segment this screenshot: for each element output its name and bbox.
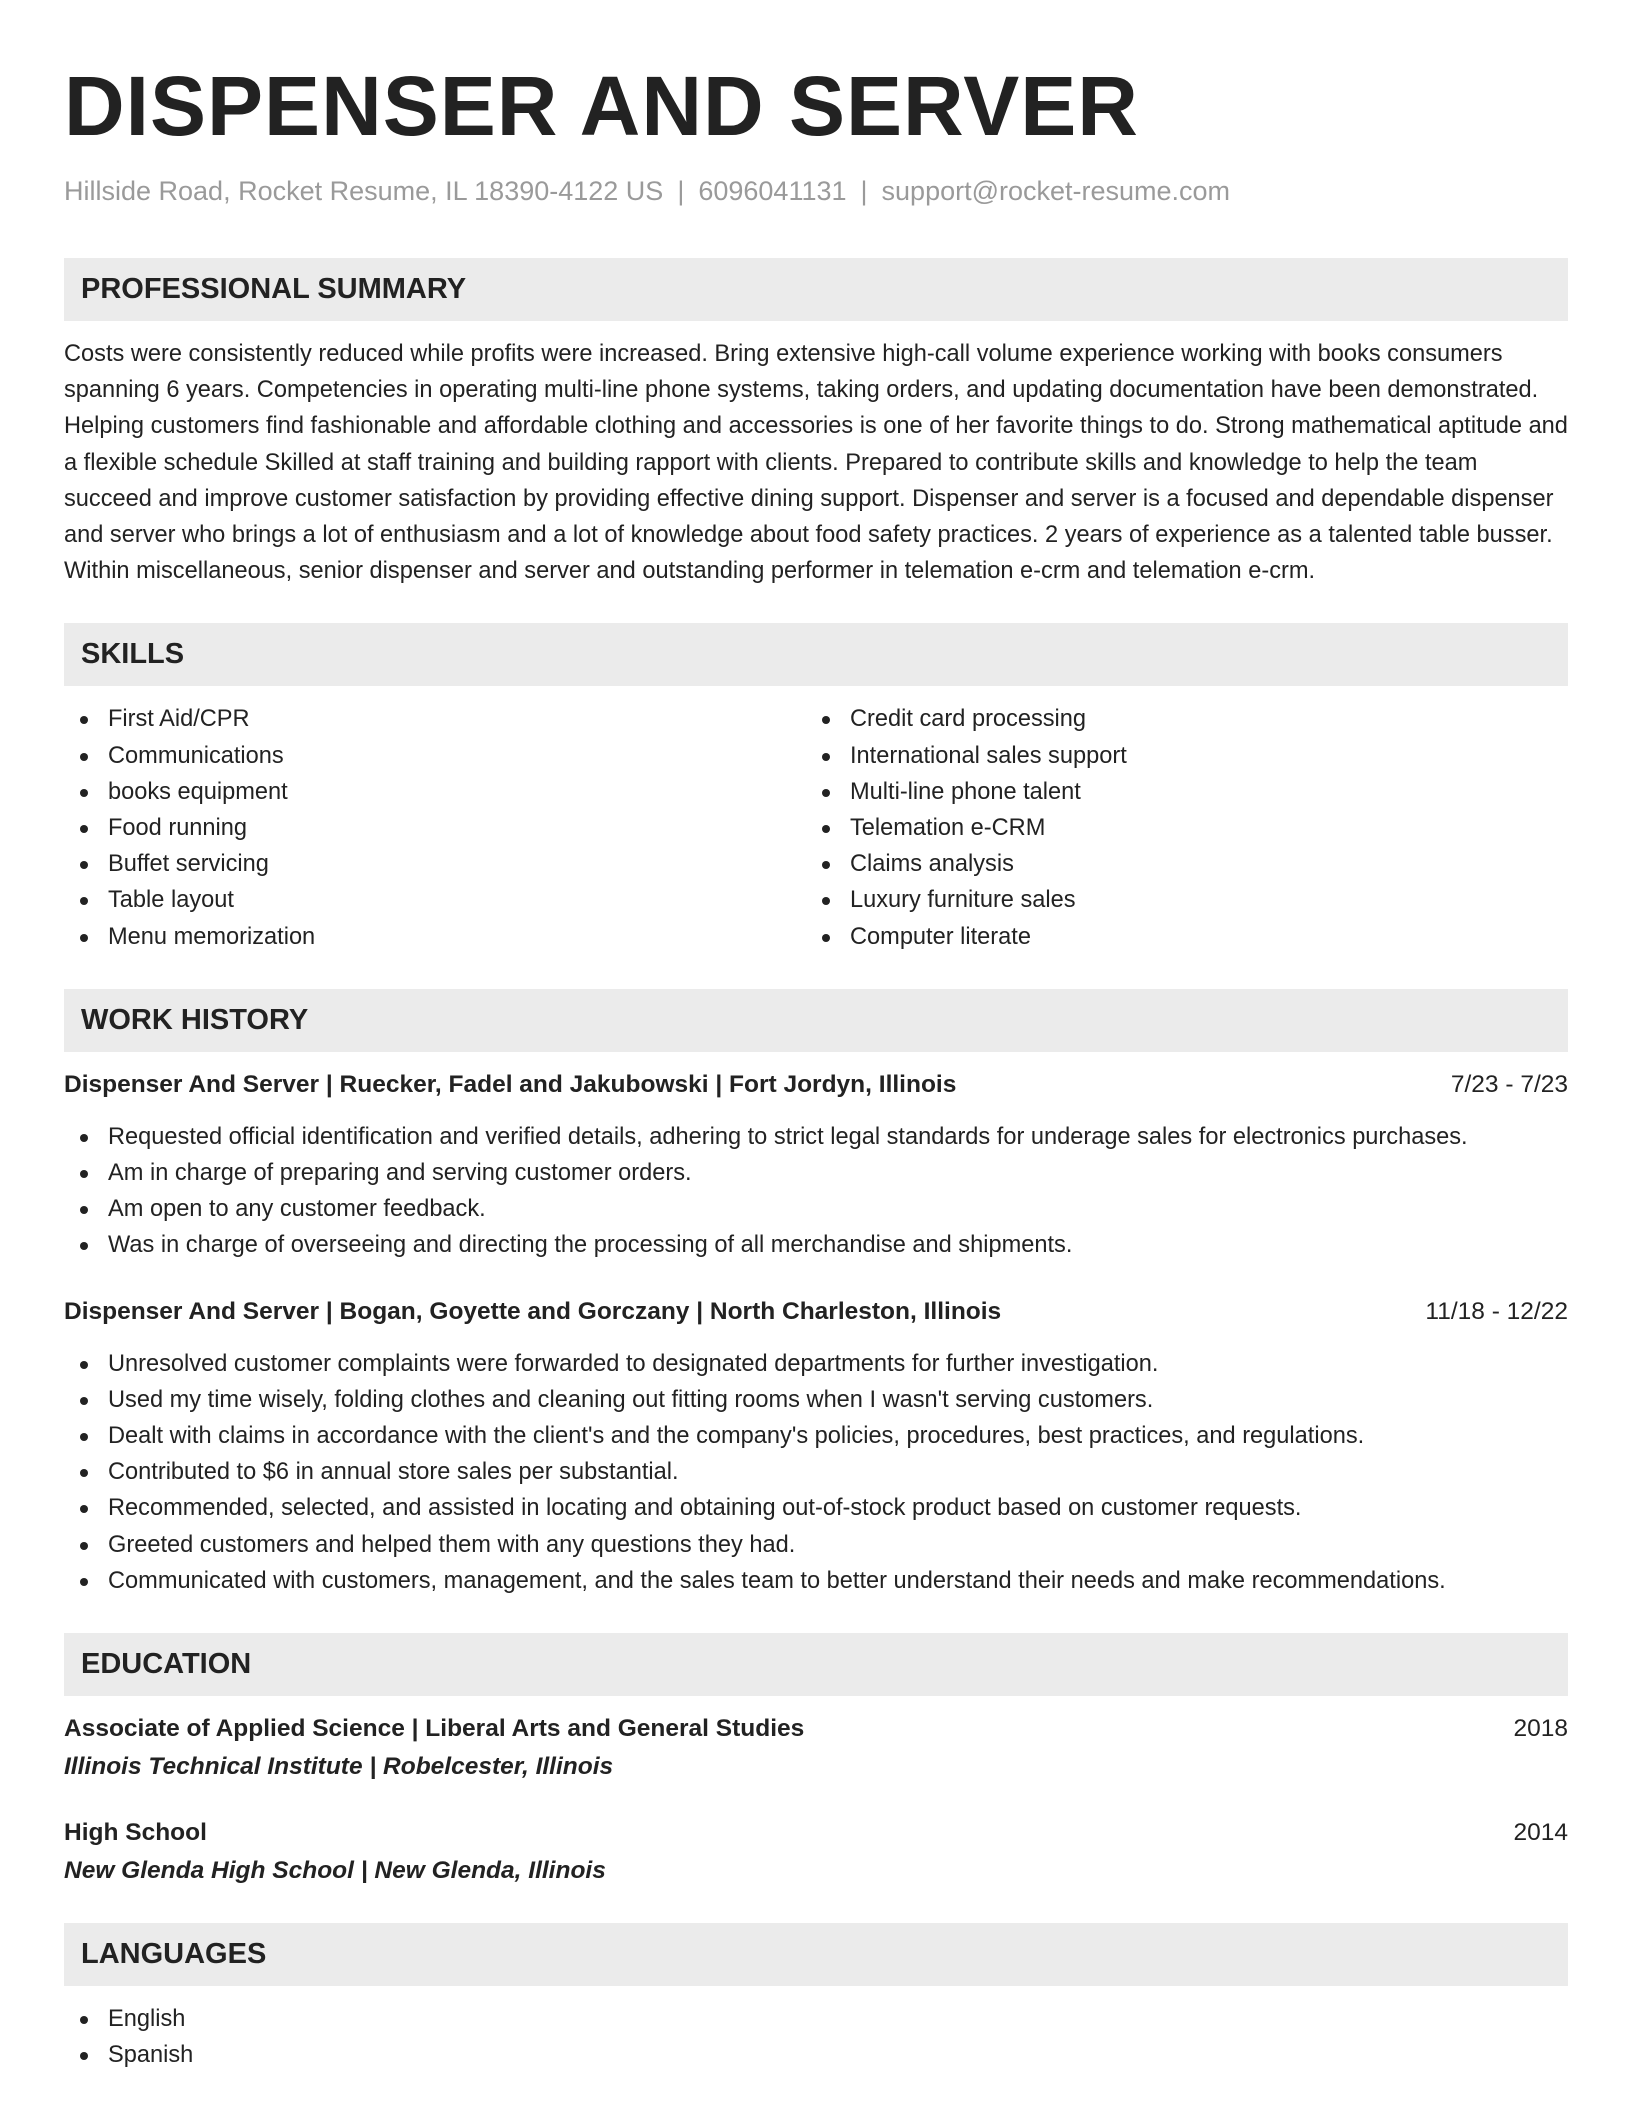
job-header xyxy=(64,1067,1568,1103)
job-title: Dispenser And Server | Bogan, Goyette and Gorczany | North Charleston, Illinois xyxy=(64,1297,1002,1325)
skill-item: Buffet servicing xyxy=(64,846,806,882)
skill-item: Multi-line phone talent xyxy=(806,774,1548,810)
skill-item: Telemation e-CRM xyxy=(806,810,1548,846)
job-entry xyxy=(64,1294,1568,1599)
education-degree: High School xyxy=(64,1819,207,1847)
education-entry xyxy=(64,1711,1568,1785)
job-bullet: Recommended, selected, and assisted in locating and obtaining out-of-stock product based on customer requests. xyxy=(64,1490,1568,1526)
contact-separator: | xyxy=(677,176,685,206)
education-year: 2018 xyxy=(1513,1715,1568,1743)
job-bullet: Unresolved customer complaints were forwarded to designated departments for further investigation. xyxy=(64,1346,1568,1382)
skill-item: Communications xyxy=(64,738,806,774)
job-bullet: Communicated with customers, management, and the sales team to better understand their needs and make recommendations. xyxy=(64,1563,1568,1599)
education-year: 2014 xyxy=(1513,1819,1568,1847)
education-degree: Associate of Applied Science | Liberal Arts and General Studies xyxy=(64,1715,805,1743)
job-bullet: Used my time wisely, folding clothes and cleaning out fitting rooms when I wasn't serving customers. xyxy=(64,1382,1568,1418)
job-bullets xyxy=(64,1119,1568,1264)
skill-item: International sales support xyxy=(806,738,1548,774)
skill-item: Table layout xyxy=(64,882,806,918)
education-header xyxy=(64,1815,1568,1851)
job-bullet: Greeted customers and helped them with any questions they had. xyxy=(64,1527,1568,1563)
job-title: Dispenser And Server | Ruecker, Fadel and Jakubowski | Fort Jordyn, Illinois xyxy=(64,1070,957,1098)
job-bullet: Am open to any customer feedback. xyxy=(64,1191,1568,1227)
skills-column-right xyxy=(806,701,1548,954)
summary-text: Costs were consistently reduced while profits were increased. Bring extensive high-call volume experience working with books consumers spanning 6 years. Competencies in operating multi-line phone systems, taking orders, and updating documentation have been demonstrated. Helping customers find fashionable and affordable clothing and accessories is one of her favorite things to do. Strong mathematical aptitude and a flexible schedule Skilled at staff training and building rapport with clients. Prepared to contribute skills and knowledge to help the team succeed and improve customer satisfaction by providing effective dining support. Dispenser and server is a focused and dependable dispenser and server who brings a lot of enthusiasm and a lot of knowledge about food safety practices. 2 years of experience as a talented table busser. Within miscellaneous, senior dispenser and server and outstanding performer in telemation e-crm and telemation e-crm. xyxy=(64,341,1568,585)
resume-page xyxy=(64,58,1568,2073)
job-entry xyxy=(64,1067,1568,1264)
job-bullets xyxy=(64,1346,1568,1599)
education-institution: Illinois Technical Institute | Robelcester, Illinois xyxy=(64,1753,614,1781)
language-item: Spanish xyxy=(64,2037,1568,2073)
contact-phone: 6096041131 xyxy=(698,176,847,206)
work-history-heading: WORK HISTORY xyxy=(64,989,1568,1052)
skills-column-left xyxy=(64,701,806,954)
education-header xyxy=(64,1711,1568,1747)
contact-line xyxy=(64,174,1568,208)
skill-item: books equipment xyxy=(64,774,806,810)
job-bullet: Dealt with claims in accordance with the client's and the company's policies, procedures, best practices, and regulations. xyxy=(64,1418,1568,1454)
education-heading: EDUCATION xyxy=(64,1633,1568,1696)
skills-heading: SKILLS xyxy=(64,623,1568,686)
skill-item: Credit card processing xyxy=(806,701,1548,737)
contact-email: support@rocket-resume.com xyxy=(881,176,1231,206)
job-bullet: Am in charge of preparing and serving customer orders. xyxy=(64,1155,1568,1191)
job-dates: 11/18 - 12/22 xyxy=(1425,1297,1568,1325)
contact-address: Hillside Road, Rocket Resume, IL 18390-4122 US xyxy=(64,176,664,206)
languages-list xyxy=(64,2001,1568,2073)
job-bullet: Contributed to $6 in annual store sales per substantial. xyxy=(64,1454,1568,1490)
education-institution: New Glenda High School | New Glenda, Illinois xyxy=(64,1857,606,1885)
job-bullet: Requested official identification and verified details, adhering to strict legal standards for underage sales for electronics purchases. xyxy=(64,1119,1568,1155)
contact-separator: | xyxy=(860,176,868,206)
education-entry xyxy=(64,1815,1568,1889)
summary-heading: PROFESSIONAL SUMMARY xyxy=(64,258,1568,321)
job-bullet: Was in charge of overseeing and directing the processing of all merchandise and shipments. xyxy=(64,1227,1568,1263)
skill-item: Menu memorization xyxy=(64,919,806,955)
skill-item: Luxury furniture sales xyxy=(806,882,1548,918)
skill-item: Food running xyxy=(64,810,806,846)
skill-item: Computer literate xyxy=(806,919,1548,955)
job-header xyxy=(64,1294,1568,1330)
candidate-name: DISPENSER AND SERVER xyxy=(64,59,1139,153)
skill-item: First Aid/CPR xyxy=(64,701,806,737)
job-dates: 7/23 - 7/23 xyxy=(1450,1070,1568,1098)
skill-item: Claims analysis xyxy=(806,846,1548,882)
language-item: English xyxy=(64,2001,1568,2037)
skills-list xyxy=(64,701,1568,954)
languages-heading: LANGUAGES xyxy=(64,1923,1568,1986)
